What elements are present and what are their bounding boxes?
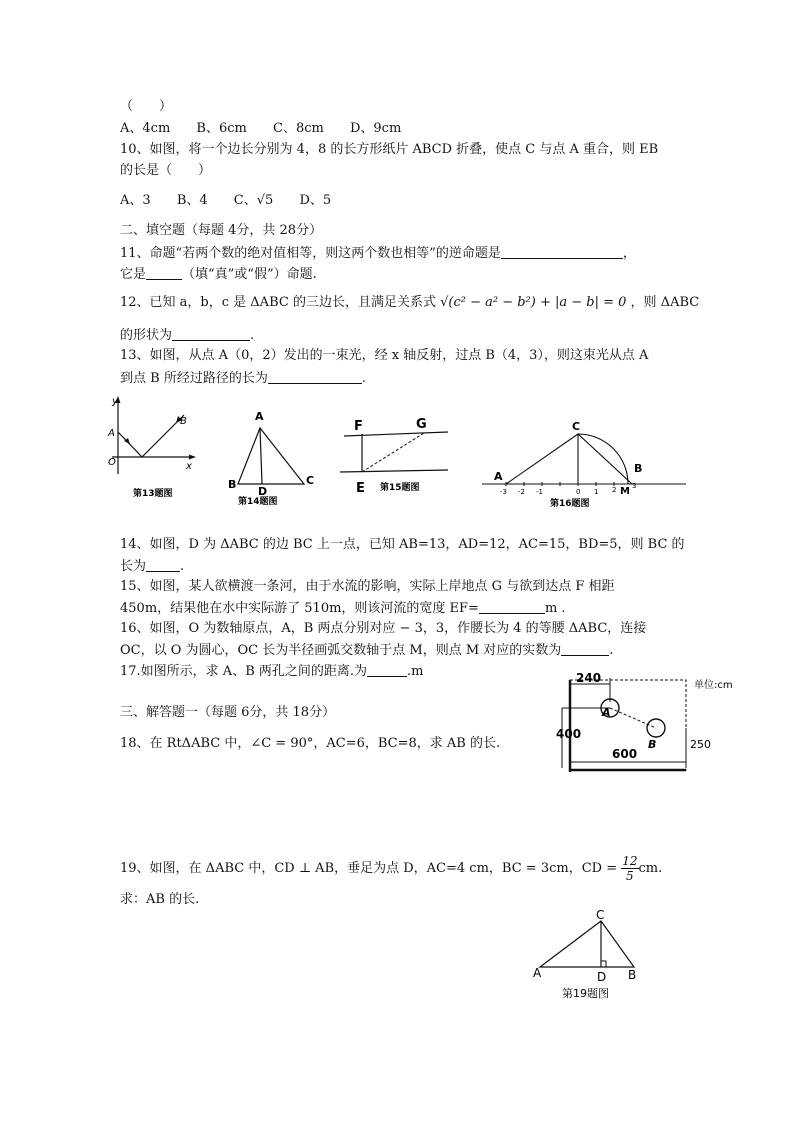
- fig19-label-a: A: [533, 966, 542, 980]
- q16-text-2b: .: [609, 643, 614, 658]
- q17-text-b: .m: [407, 664, 424, 679]
- q11-text: 11、命题“若两个数的绝对值相等，则这两个数也相等”的逆命题是: [120, 246, 501, 261]
- fig14-caption: 第14题图: [238, 497, 278, 507]
- fig13-label-y: y: [112, 396, 118, 407]
- fig16-label-a: A: [494, 470, 503, 483]
- q12-line1: [120, 294, 699, 312]
- fig14-label-d: D: [258, 485, 268, 498]
- q16-line2: [120, 641, 613, 660]
- q19-line2: 求：AB 的长.: [120, 892, 200, 907]
- figure-19: [530, 905, 650, 1005]
- q12-answer-blank[interactable]: [172, 326, 250, 341]
- q11-answer-blank-2[interactable]: [146, 265, 182, 280]
- section-2-heading: 二、填空题（每题 4分，共 28分）: [120, 223, 323, 238]
- fig15-label-f: F: [354, 419, 363, 434]
- q10-option-c: C、√5: [233, 193, 274, 208]
- fig13-caption: 第13题图: [133, 489, 173, 499]
- q15-text-2b: m .: [544, 601, 566, 616]
- q18-text: 18、在 RtΔABC 中，∠C = 90°，AC=6，BC=8，求 AB 的长.: [120, 736, 501, 751]
- fig13-label-b: B: [180, 416, 187, 427]
- q11-answer-blank-1[interactable]: [501, 244, 623, 259]
- fig16-label-c: C: [572, 420, 581, 433]
- fig16-tick-7: 3: [632, 482, 637, 490]
- q13-line1: 13、如图，从点 A（0，2）发出的一束光，经 x 轴反射，过点 B（4，3），则这束光从点 A: [120, 348, 649, 363]
- fig17-unit: 单位:cm: [694, 680, 733, 691]
- fig15-label-g: G: [416, 417, 427, 432]
- q16-answer-blank[interactable]: [561, 641, 609, 656]
- q13-text-2: 到点 B 所经过路径的长为: [120, 371, 268, 386]
- q10-line1: 10、如图，将一个边长分别为 4，8 的长方形纸片 ABCD 折叠，使点 C 与点 A 重合，则 EB: [120, 142, 659, 157]
- q11-comma: ，: [622, 246, 636, 261]
- fig14-label-a: A: [255, 410, 264, 423]
- q10-option-b: B、4: [176, 193, 208, 208]
- fig14-label-b: B: [228, 478, 237, 491]
- figure-13: [100, 392, 200, 502]
- q11-line1: [120, 244, 636, 263]
- q17-line: [120, 662, 423, 681]
- fig13-label-x: x: [186, 461, 192, 472]
- fig17-label-b: B: [648, 738, 657, 751]
- q11-text-2a: 它是: [120, 267, 147, 282]
- fig17-dim-240: 240: [576, 672, 602, 685]
- q19-frac-den: 5: [626, 869, 634, 883]
- fig17-dim-600: 600: [612, 747, 638, 761]
- fig19-caption: 第19题图: [562, 987, 609, 1000]
- q12-formula: √(c² − a² − b²) + |a − b| = 0: [440, 295, 627, 310]
- q9-option-d: D、9cm: [349, 121, 402, 136]
- fig17-label-a: A: [602, 706, 611, 719]
- q19-line1: [120, 854, 662, 883]
- fig16-tick-3: -1: [536, 488, 543, 496]
- q11-text-2b: （填“真”或“假”）命题.: [182, 267, 317, 282]
- q12-text-a: 12、已知 a，b，c 是 ΔABC 的三边长，且满足关系式: [120, 295, 436, 310]
- fig13-label-o: O: [108, 457, 116, 468]
- q19-frac-num: 12: [622, 854, 638, 868]
- q15-line2: [120, 599, 566, 618]
- q10-line2: 的长是（ ）: [120, 163, 212, 178]
- q9-option-c: C、8cm: [273, 121, 324, 136]
- q15-answer-blank[interactable]: [479, 599, 545, 614]
- q9-option-a: A、4cm: [120, 121, 171, 136]
- fig16-tick-2: -2: [518, 488, 525, 496]
- figure-15: [336, 414, 456, 496]
- q14-line1: 14、如图，D 为 ΔABC 的边 BC 上一点，已知 AB=13，AD=12，AC=15，BD=5，则 BC 的: [120, 537, 685, 552]
- q14-answer-blank[interactable]: [146, 557, 180, 572]
- q14-text-2: 长为: [120, 559, 147, 574]
- q15-text-2a: 450m，结果他在水中实际游了 510m，则该河流的宽度 EF=: [120, 601, 479, 616]
- q17-answer-blank[interactable]: [367, 662, 407, 677]
- fig15-caption: 第15题图: [380, 483, 420, 493]
- q10-option-d: D、5: [299, 193, 332, 208]
- fig17-dim-250: 250: [690, 738, 711, 751]
- q14-line2: 长为 .: [120, 559, 185, 574]
- q17-text-a: 17.如图所示，求 A、B 两孔之间的距离.为: [120, 664, 368, 679]
- fig16-tick-4: 0: [576, 488, 581, 496]
- q19-text-a: 19、如图，在 ΔABC 中，CD ⊥ AB，垂足为点 D，AC=4 cm，BC = 3cm，CD =: [120, 861, 618, 876]
- figure-16: [480, 416, 692, 510]
- figure-17: [556, 672, 746, 778]
- section-3-heading: 三、解答题一（每题 6分，共 18分）: [120, 705, 336, 720]
- fig16-label-m: M: [620, 486, 630, 497]
- q9-paren: （ ）: [120, 99, 173, 114]
- q11-line2: [120, 265, 317, 284]
- q9-option-b: B、6cm: [196, 121, 247, 136]
- figure-14: [218, 406, 328, 510]
- fig16-caption: 第16题图: [550, 499, 590, 509]
- q15-line1: 15、如图，某人欲横渡一条河，由于水流的影响，实际上岸地点 G 与欲到达点 F 相距: [120, 579, 615, 594]
- fig17-dim-400: 400: [556, 727, 582, 741]
- fig19-label-b: B: [628, 968, 637, 982]
- q16-text-2a: OC，以 O 为圆心，OC 长为半径画弧交数轴于点 M，则点 M 对应的实数为: [120, 643, 562, 658]
- q9-options: [120, 120, 423, 138]
- q16-line1: 16、如图，O 为数轴原点，A，B 两点分别对应 − 3，3，作腰长为 4 的等腰 ΔABC，连接: [120, 621, 647, 636]
- fig16-tick-5: 1: [594, 488, 599, 496]
- q12-line2: 的形状为 .: [120, 328, 255, 343]
- q10-option-a: A、3: [120, 193, 151, 208]
- fig16-label-b: B: [634, 462, 643, 475]
- fig19-label-c: C: [596, 908, 605, 922]
- q19-fraction: [621, 854, 638, 883]
- fig15-label-e: E: [356, 481, 365, 496]
- q10-options: [120, 192, 353, 210]
- q12-text-b: ，则 ΔABC: [630, 295, 700, 310]
- fig16-tick-1: -3: [500, 488, 507, 496]
- q13-line2: 到点 B 所经过路径的长为 .: [120, 371, 366, 386]
- q13-answer-blank[interactable]: [268, 369, 362, 384]
- q19-text-b: cm.: [638, 861, 663, 876]
- q12-text-2: 的形状为: [120, 328, 173, 343]
- fig14-label-c: C: [306, 474, 315, 487]
- fig16-tick-6: 2: [612, 486, 617, 494]
- fig13-label-a: A: [108, 428, 115, 439]
- fig19-label-d: D: [597, 970, 607, 984]
